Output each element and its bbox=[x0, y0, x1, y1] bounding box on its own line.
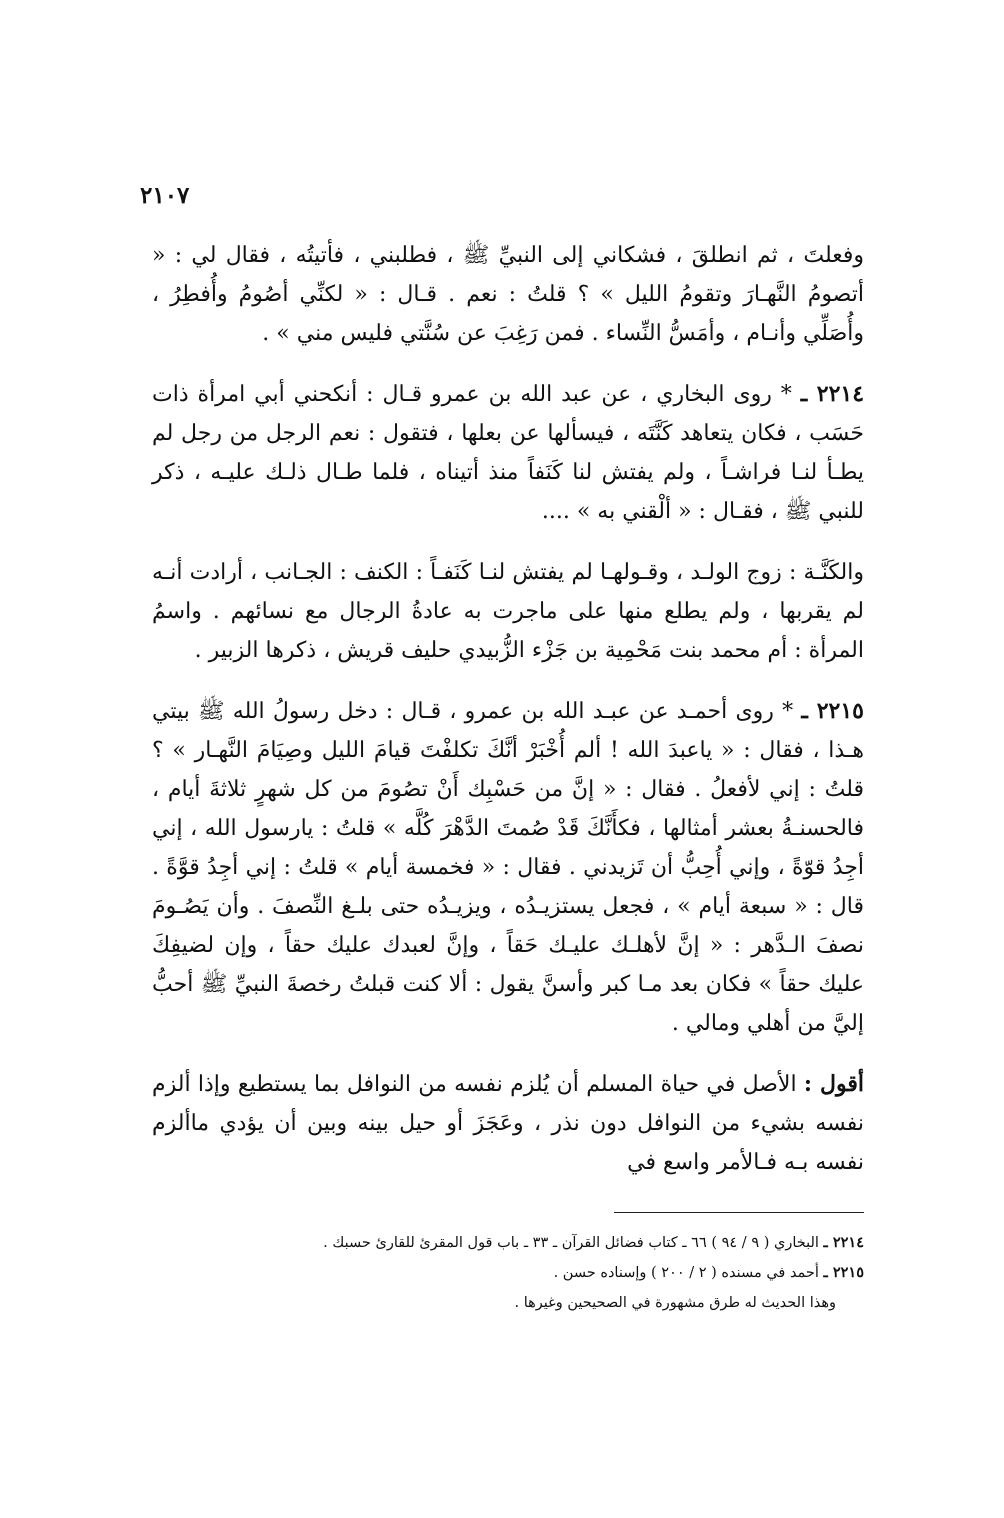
paragraph-text: الأصل في حياة المسلم أن يُلزم نفسه من النوافل بما يستطيع وإذا ألزم نفسه بشيء من النوافل دون نذر ، وعَجَزَ أو حيل بينه وبين أن يؤدي ماألزم نفسه بـه فـالأمر واسع في bbox=[152, 1072, 864, 1175]
paragraph-text: وفعلتَ ، ثم انطلقَ ، فشكاني إلى النبيِّ ﷺ ، فطلبني ، فأتيتُه ، فقال لي : « أتصومُ النَّهـارَ وتقومُ الليل » ؟ قلتُ : نعم . قـال : « لكنِّي أصُومُ وأُفطِرُ ، وأُصَلِّي وأنـام ، وأمَسُّ النِّساء . فمن رَغِبَ عن سُنَّتي فليس مني » . bbox=[152, 243, 864, 346]
footnote-2214 bbox=[250, 1231, 864, 1255]
author-comment-label: أقول : bbox=[803, 1071, 864, 1097]
hadith-number: ٢٢١٥ ـ bbox=[801, 698, 864, 724]
footnote-text: أحمد في مسنده ( ٢ / ٢٠٠ ) وإسناده حسن . bbox=[553, 1265, 819, 1281]
footnote-text: البخاري ( ٩ / ٩٤ ) ٦٦ ـ كتاب فضائل القرآن ـ ٣٣ ـ باب قول المقرئ للقارئ حسبك . bbox=[323, 1235, 819, 1251]
footnote-text: وهذا الحديث له طرق مشهورة في الصحيحين وغيرها . bbox=[514, 1295, 836, 1311]
footnote-number: ٢٢١٥ ـ bbox=[823, 1264, 864, 1281]
main-text bbox=[152, 236, 864, 1182]
footnote-2215-note bbox=[250, 1291, 864, 1315]
footnote-number: ٢٢١٤ ـ bbox=[823, 1234, 864, 1251]
paragraph-text: * روى أحمـد عن عبـد الله بن عمرو ، قـال : دخل رسولُ الله ﷺ بيتي هـذا ، فقال : « ياعبدَ الله ! ألم أُخْبَرْ أنَّكَ تكلفْتَ قيامَ الليل وصِيَامَ النَّهـار » ؟ قلتُ : إني لأفعلُ . فقال : « إنَّ من حَسْبِك أَنْ تصُومَ من كل شهرٍ ثلاثةَ أيام ، فالحسنـةُ بعشر أمثالها ، فكأَنَّكَ قَدْ صُمتَ الدَّهْرَ كُلَّه » قلتُ : يارسول الله ، إني أجِدُ قوّةً ، وإني أُحِبُّ أن تَزيدني . فقال : « فخمسة أيام » قلتُ : إني أجِدُ قوَّةً . قال : « سبعة أيام » ، فجعل يستزيـدُه ، ويزيـدُه حتى بلـغ النِّصفَ . وأن يَصُـومَ نصفَ الـدَّهر : « إنَّ لأهلـك عليـك حَقاً ، وإنَّ لعبدك عليك حقاً ، وإن لضيفِكَ عليك حقاً » فكان بعد مـا كبر وأسنَّ يقول : ألا كنت قبلتُ رخصةَ النبيِّ ﷺ أحبُّ إليَّ من أهلي ومالي . bbox=[152, 699, 864, 1036]
paragraph-text: والكَنَّـة : زوج الولـد ، وقـولهـا لم يفتش لنـا كَنَفـاً : الكنف : الجـانب ، أرادت أنـه لم يقربها ، ولم يطلع منها على ماجرت به عادةُ الرجال مع نسائهم . واسمُ المرأة : أم محمد بنت مَحْمِية بن جَزْء الزُّبيدي حليف قريش ، ذكرها الزبير . bbox=[152, 560, 864, 663]
paragraph-commentary-2214 bbox=[152, 553, 864, 670]
paragraph-author-comment bbox=[152, 1065, 864, 1182]
footnote-divider bbox=[614, 1212, 864, 1213]
paragraph-hadith-2215 bbox=[152, 692, 864, 1043]
paragraph-text: * روى البخاري ، عن عبد الله بن عمرو قـال : أنكحني أبي امرأة ذات حَسَب ، فكان يتعاهد كَنَّتَه ، فيسألها عن بعلها ، فتقول : نعم الرجل من رجل لم يطـأ لنـا فراشـاً ، ولم يفتش لنا كَنَفاً منذ أتيناه ، فلما طـال ذلـك عليـه ، ذكر للنبي ﷺ ، فقـال : « ألْقني به » .... bbox=[152, 382, 864, 524]
page-number: ٢١٠٧ bbox=[140, 182, 190, 209]
paragraph-continuation bbox=[152, 236, 864, 353]
footnote-2215 bbox=[250, 1261, 864, 1285]
hadith-number: ٢٢١٤ ـ bbox=[800, 381, 865, 407]
footnotes bbox=[250, 1212, 864, 1321]
paragraph-hadith-2214 bbox=[152, 375, 864, 531]
